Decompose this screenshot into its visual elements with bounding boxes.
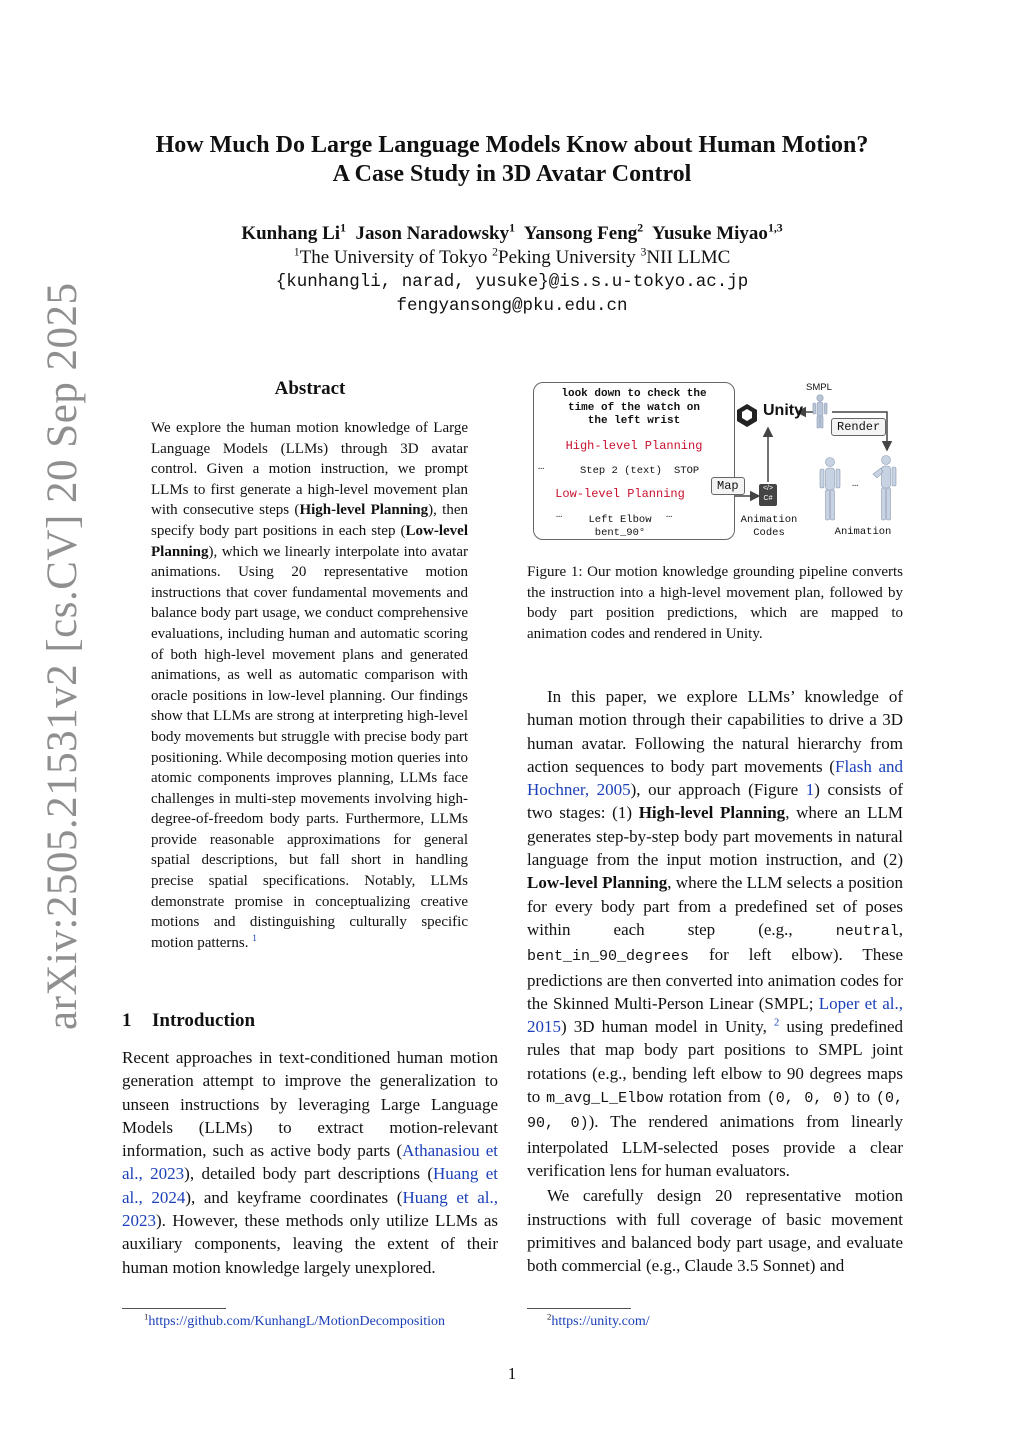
smpl-label: SMPL	[806, 382, 832, 393]
title-line-1: How Much Do Large Language Models Know about Human Motion?	[155, 132, 869, 158]
footnote-1: $^1$https://github.com/KunhangL/MotionDecomposition	[144, 1311, 446, 1329]
author-3: Yansong Feng	[523, 223, 638, 244]
map-label: Map	[711, 477, 745, 495]
citation-link[interactable]: Flash and Hochner, 2005	[527, 756, 904, 800]
step-dots-left: …	[538, 461, 545, 473]
email-2: fengyansong@pku.edu.cn	[396, 296, 628, 316]
animation-codes-label: Animation Codes	[740, 514, 798, 539]
footnote-rule	[527, 1308, 631, 1309]
animation-label: Animation	[834, 526, 892, 538]
citation-link[interactable]: Athanasiou et al., 2023	[122, 1141, 499, 1184]
footnote-rule	[122, 1308, 226, 1309]
page-number: 1	[507, 1364, 517, 1383]
low-dots-left: …	[556, 509, 563, 521]
animation-dots: …	[852, 478, 859, 490]
citation-link[interactable]: Loper et al., 2015	[527, 993, 903, 1037]
author-4: Yusuke Miyao	[651, 223, 768, 244]
title-line-2: A Case Study in 3D Avatar Control	[332, 161, 692, 187]
smpl-model-icon	[813, 395, 827, 428]
intro-paragraph-2: In this paper, we explore LLMs’ knowledge of human motion through their capabilities to drive a 3D human avatar. Following the natural hierarchy from action sequences to body part movements (Flash and Hochner, 2005), our approach (Figure 1) consists of two stages: (1) High-level Planning, where an LLM generates step-by-step body part movements in natural language from the input motion instruction, and (2) Low-level Planning, where the LLM selects a position for every body part from a predefined set of poses within each step (e.g., neutral, bent_in_90_degrees for left elbow). These predictions are then converted into animation codes for the Skinned Multi-Person Linear (SMPL; Loper et al., 2015) 3D human model in Unity, $^2$ using predefined rules that map body part positions to SMPL joint rotations (e.g., bending left elbow to 90 degrees maps to m_avg_L_Elbow rotation from (0, 0, 0) to (0, 90, 0)). The rendered animations from linearly interpolated LLM-selected poses provide a clear verification lens for human evaluators.	[527, 687, 904, 1180]
author-1: Kunhang Li	[241, 223, 341, 244]
author-names: Kunhang Li$^1$ Jason Naradowsky$^1$ Yansong Feng$^2$ Yusuke Miyao$^{1,3}$	[241, 221, 783, 244]
low-dots-right: …	[666, 509, 673, 521]
intro-paragraph-right	[527, 685, 903, 1277]
footnote-1-link[interactable]: https://github.com/KunhangL/MotionDecomposition	[148, 1314, 446, 1329]
figure-1-diagram	[527, 378, 907, 548]
author-block	[110, 222, 914, 318]
render-label: Render	[831, 418, 886, 436]
csharp-file-icon: </> C#	[759, 484, 777, 506]
email-1: {kunhangli, narad, yusuke}@is.s.u-tokyo.ac.jp	[275, 272, 749, 292]
paper-title	[110, 131, 914, 189]
figure-ref-link[interactable]: 1	[805, 780, 815, 800]
footnote-ref-2[interactable]: 2	[773, 1017, 780, 1029]
intro-paragraph-3: We carefully design 20 representative motion instructions with full coverage of basic movement primitives and balanced body part usage, and evaluate both commercial (e.g., Claude 3.5 Sonnet) and	[527, 1186, 903, 1276]
intro-paragraph-left: Recent approaches in text-conditioned human motion generation attempt to improve the generalization to unseen instructions by leveraging Large Language Models (LLMs) to extract motion-relevant information, such as active body parts (Athanasiou et al., 2023), detailed body part descriptions (Huang et al., 2024), and keyframe coordinates (Huang et al., 2023). However, these methods only utilize LLMs as auxiliary components, leaving the extent of their human motion knowledge largely unexplored.	[122, 1048, 499, 1277]
arxiv-stamp: arXiv:2505.21531v2 [cs.CV] 20 Sep 2025	[39, 282, 86, 1030]
footnote-2-link[interactable]: https://unity.com/	[551, 1314, 650, 1329]
citation-link[interactable]: Huang et al., 2023	[122, 1187, 498, 1231]
animation-figure-1	[820, 458, 840, 521]
stop-label: STOP	[674, 465, 700, 477]
affiliations: $^1$The University of Tokyo $^2$Peking University $^3$NII LLMC	[293, 245, 731, 268]
planning-box	[533, 382, 735, 540]
abstract-heading: Abstract	[274, 378, 346, 399]
low-level-planning-label: Low-level Planning	[555, 487, 685, 501]
step-2-label: Step 2 (text)	[580, 465, 662, 477]
citation-link[interactable]: Huang et al., 2024	[122, 1164, 498, 1207]
footnote-ref-1[interactable]: 1	[252, 933, 257, 944]
left-elbow-position: Left Elbow bent_90°	[588, 514, 652, 539]
motion-instruction: look down to check the time of the watch on the left wrist	[561, 388, 707, 427]
unity-label: Unity	[763, 402, 803, 419]
high-level-planning-label: High-level Planning	[565, 439, 703, 453]
figure-1-caption: Figure 1: Our motion knowledge grounding pipeline converts the instruction into a high-level movement plan, followed by body part position predictions, which are mapped to animation codes and rendered in Unity.	[527, 564, 903, 642]
footnote-2: $^2$https://unity.com/	[547, 1311, 650, 1329]
author-2: Jason Naradowsky	[355, 223, 510, 244]
abstract-body: We explore the human motion knowledge of Large Language Models (LLMs) through 3D avatar control. Given a motion instruction, we prompt LLMs to first generate a high-level movement plan with consecutive steps (High-level Planning), then specify body part positions in each step (Low-level Planning), which we linearly interpolate into avatar animations. Using 20 representative motion instructions that cover fundamental movements and balance body part usage, we conduct comprehensive evaluations, including human and automatic scoring of both high-level movement plans and generated animations, as well as automatic comparison with oracle positions in low-level planning. Our findings show that LLMs are strong at interpreting high-level body movements but struggle with precise body part positioning. While decomposing motion queries into atomic components improves planning, LLMs face challenges in multi-step movements involving high-degree-of-freedom body parts. Furthermore, LLMs provide reasonable approximations for general spatial descriptions, but fall short in handling precise spatial specifications. Notably, LLMs demonstrate promise in conceptualizing creative motions and distinguishing culturally specific motion patterns. $^1$	[151, 420, 468, 951]
section-heading: 1 Introduction	[122, 1010, 256, 1031]
animation-figure-2	[873, 456, 896, 521]
unity-cube-icon	[737, 404, 757, 427]
